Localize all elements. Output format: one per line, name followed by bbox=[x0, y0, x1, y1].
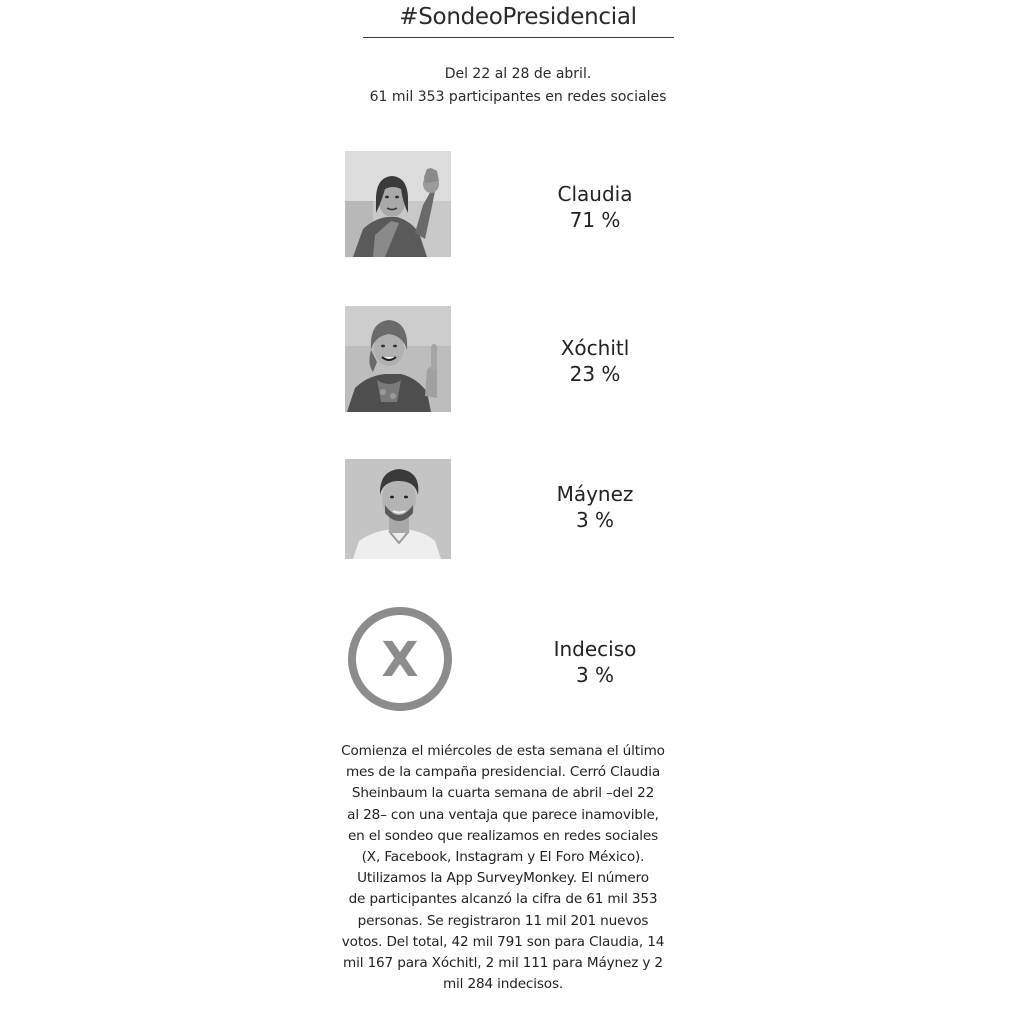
paragraph-line: Sheinbaum la cuarta semana de abril –del 22 bbox=[351, 785, 655, 802]
paragraph-line: mes de la campaña presidencial. Cerró Claudia bbox=[345, 764, 661, 781]
paragraph-line: mil 167 para Xóchitl, 2 mil 111 para Máynez y 2 bbox=[343, 955, 663, 972]
paragraph-line: (X, Facebook, Instagram y El Foro México). bbox=[361, 849, 645, 866]
hashtag-title: #SondeoPresidencial bbox=[399, 4, 637, 30]
candidate-name: Máynez bbox=[556, 482, 634, 506]
xochitl-photo bbox=[345, 306, 451, 412]
claudia-photo bbox=[345, 151, 451, 257]
paragraph-line: de participantes alcanzó la cifra de 61 mil 353 bbox=[348, 891, 658, 908]
candidate-claudia bbox=[520, 181, 670, 233]
candidate-percent: 3 % bbox=[575, 508, 615, 532]
paragraph-line: Utilizamos la App SurveyMonkey. El número bbox=[357, 870, 649, 887]
participants-count: 61 mil 353 participantes en redes sociales bbox=[369, 89, 667, 105]
undecided-symbol: X bbox=[381, 632, 419, 688]
candidate-percent: 71 % bbox=[569, 208, 621, 232]
paragraph-line: al 28– con una ventaja que parece inamovible, bbox=[347, 806, 659, 823]
candidate-maynez bbox=[520, 481, 670, 533]
paragraph-line: en el sondeo que realizamos en redes sociales bbox=[347, 827, 659, 844]
date-range: Del 22 al 28 de abril. bbox=[444, 66, 592, 82]
candidate-percent: 3 % bbox=[575, 663, 615, 687]
candidate-name: Indeciso bbox=[553, 637, 637, 661]
candidate-name: Xóchitl bbox=[560, 336, 630, 360]
candidate-xochitl bbox=[520, 335, 670, 387]
paragraph-line: personas. Se registraron 11 mil 201 nuevos bbox=[357, 912, 649, 929]
maynez-photo bbox=[345, 459, 451, 559]
paragraph-line: votos. Del total, 42 mil 791 son para Claudia, 14 bbox=[341, 933, 665, 950]
title-divider bbox=[363, 37, 674, 38]
article-paragraph bbox=[300, 741, 706, 995]
candidate-indeciso bbox=[520, 636, 670, 688]
paragraph-line: mil 284 indecisos. bbox=[442, 976, 564, 993]
candidate-percent: 23 % bbox=[569, 362, 621, 386]
x-circle-icon bbox=[347, 606, 453, 712]
candidate-name: Claudia bbox=[557, 182, 633, 206]
paragraph-line: Comienza el miércoles de esta semana el último bbox=[341, 743, 665, 759]
